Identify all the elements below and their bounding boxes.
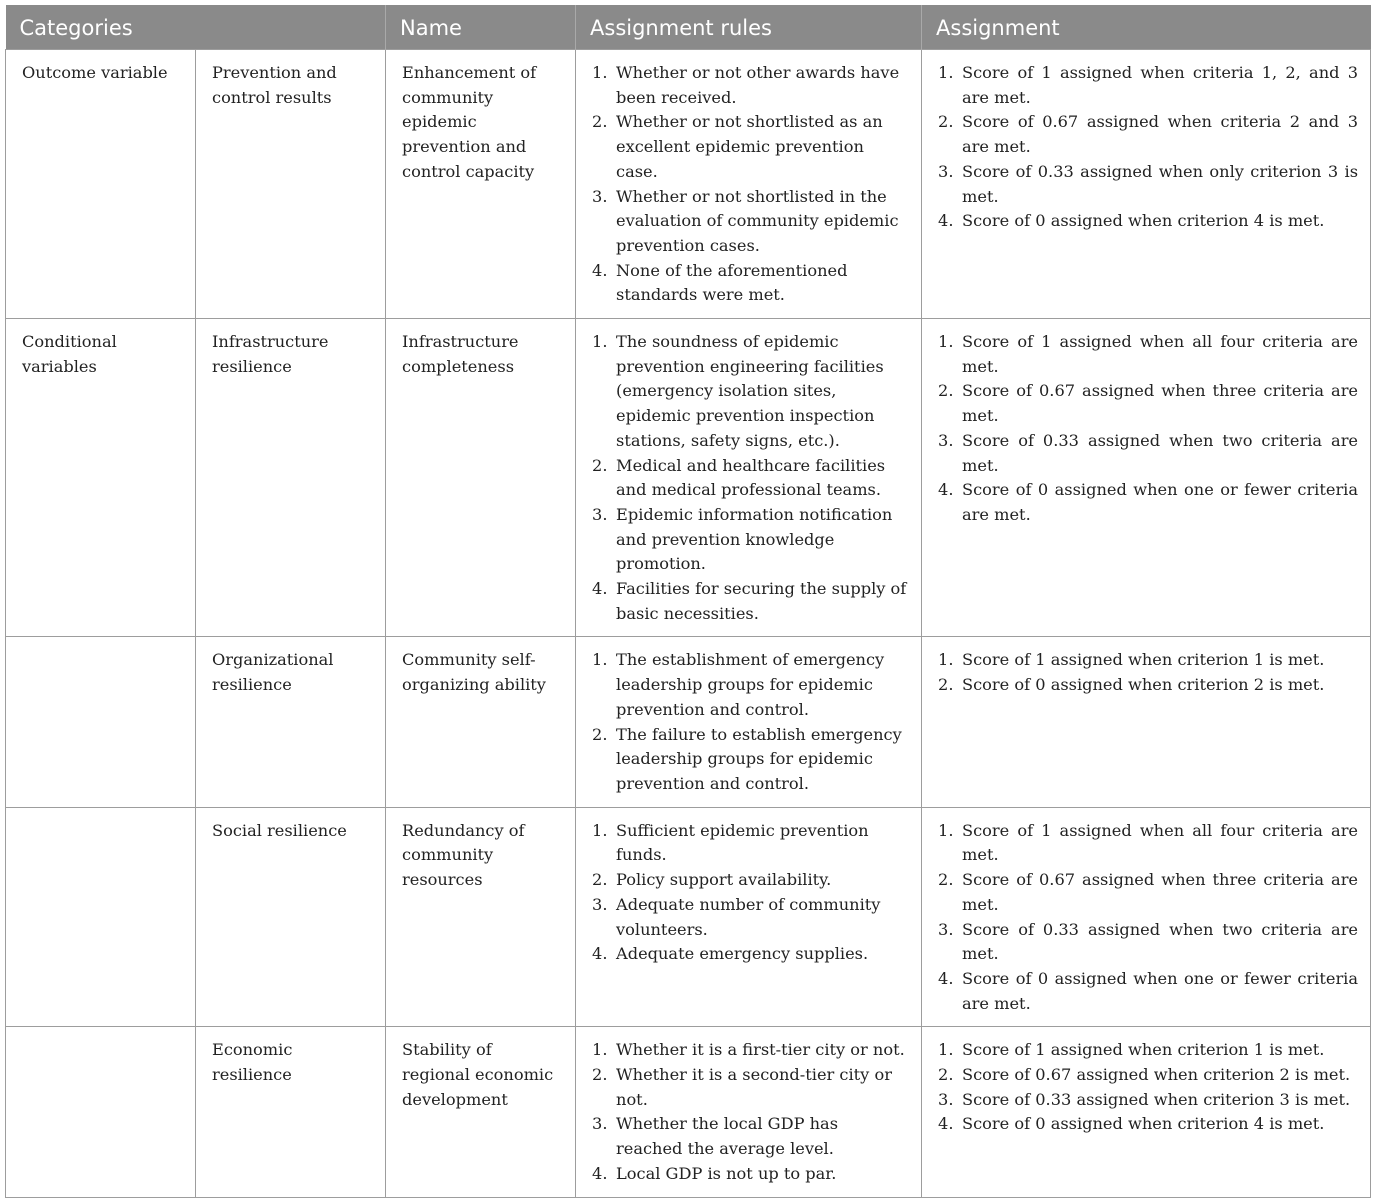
table-row	[6, 637, 1371, 807]
list-text: Score of 1 assigned when criterion 1 is met.	[962, 650, 1325, 670]
list-text: None of the aforementioned standards were met.	[616, 260, 848, 305]
list-text: Score of 1 assigned when criterion 1 is met.	[962, 1040, 1325, 1060]
table-row	[6, 807, 1371, 1027]
list-text: The soundness of epidemic prevention engineering facilities (emergency isolation sites, epidemic prevention inspection stations, safety signs, etc.).	[616, 332, 884, 450]
list-number: 3.	[592, 504, 608, 524]
name-cell: Infrastructure completeness	[386, 319, 576, 637]
table-row	[6, 319, 1371, 637]
name-cell: Community self-organizing ability	[386, 637, 576, 807]
list-item	[592, 330, 909, 454]
list-number: 4.	[592, 944, 608, 964]
variables-table	[5, 5, 1371, 1198]
list-item	[938, 1063, 1358, 1088]
list-item	[592, 185, 909, 259]
list-number: 2.	[592, 724, 608, 744]
list-number: 3.	[592, 1114, 608, 1134]
list-item	[592, 259, 909, 308]
list-number: 2.	[592, 112, 608, 132]
list-item	[592, 1162, 909, 1187]
list-item	[592, 893, 909, 942]
rules-list	[592, 330, 909, 626]
list-number: 2.	[592, 1065, 608, 1085]
list-number: 2.	[938, 381, 954, 401]
list-number: 4.	[938, 1114, 954, 1134]
list-text: Score of 0 assigned when criterion 4 is met.	[962, 211, 1325, 231]
header-assignment-rules: Assignment rules	[576, 5, 922, 50]
rules-cell	[576, 50, 922, 319]
list-item	[938, 1112, 1358, 1137]
list-text: Score of 0.33 assigned when only criterion 3 is met.	[962, 161, 1359, 206]
list-text: Score of 0 assigned when criterion 4 is met.	[962, 1114, 1325, 1134]
list-item	[592, 1038, 909, 1063]
list-text: Adequate emergency supplies.	[616, 944, 869, 964]
list-item	[592, 110, 909, 184]
list-text: Score of 1 assigned when all four criteria are met.	[962, 332, 1359, 376]
list-number: 1.	[592, 650, 608, 670]
list-item	[938, 379, 1358, 428]
table-body	[6, 50, 1371, 1198]
list-text: The failure to establish emergency leadership groups for epidemic prevention and control.	[616, 724, 902, 793]
assignment-cell	[922, 50, 1371, 319]
list-item	[938, 160, 1358, 209]
list-item	[592, 1063, 909, 1112]
list-number: 4.	[938, 968, 954, 988]
list-item	[592, 819, 909, 868]
rules-cell	[576, 1027, 922, 1197]
assignment-list	[938, 648, 1358, 697]
category-cell: Outcome variable	[6, 50, 196, 319]
list-text: The establishment of emergency leadership groups for epidemic prevention and control.	[616, 650, 885, 719]
list-item	[938, 110, 1358, 159]
assignment-list	[938, 1038, 1358, 1137]
list-item	[592, 454, 909, 503]
list-text: Score of 0.67 assigned when three criteria are met.	[962, 870, 1359, 914]
list-item	[592, 868, 909, 893]
category-cell	[6, 637, 196, 807]
assignment-list	[938, 330, 1358, 528]
list-item	[938, 648, 1358, 673]
list-text: Adequate number of community volunteers.	[616, 894, 881, 939]
list-item	[592, 577, 909, 626]
list-number: 1.	[938, 332, 954, 352]
list-number: 2.	[938, 112, 954, 132]
list-text: Score of 0.33 assigned when two criteria are met.	[962, 919, 1359, 964]
list-text: Score of 0 assigned when one or fewer criteria are met.	[962, 968, 1359, 1013]
list-text: Epidemic information notification and prevention knowledge promotion.	[616, 504, 893, 574]
list-text: Score of 0.33 assigned when criterion 3 is met.	[962, 1089, 1351, 1109]
list-number: 3.	[592, 894, 608, 914]
list-item	[592, 61, 909, 110]
rules-list	[592, 61, 909, 308]
list-number: 2.	[938, 870, 954, 890]
list-text: Whether or not shortlisted in the evaluation of community epidemic prevention cases.	[616, 186, 899, 255]
list-item	[938, 1088, 1358, 1113]
list-text: Score of 0 assigned when criterion 2 is met.	[962, 675, 1325, 695]
table-row	[6, 1027, 1371, 1197]
group-cell: Social resilience	[196, 807, 386, 1027]
list-text: Score of 0.67 assigned when criterion 2 is met.	[962, 1065, 1351, 1085]
list-text: Score of 0.67 assigned when criteria 2 and 3 are met.	[962, 112, 1359, 157]
list-text: Whether it is a second-tier city or not.	[616, 1065, 892, 1109]
list-item	[592, 1112, 909, 1161]
list-number: 2.	[592, 870, 608, 890]
list-number: 2.	[592, 455, 608, 475]
table-row	[6, 50, 1371, 319]
table-header-row	[6, 5, 1371, 50]
list-number: 1.	[938, 650, 954, 670]
list-item	[938, 330, 1358, 379]
assignment-cell	[922, 1027, 1371, 1197]
list-item	[938, 61, 1358, 110]
list-text: Score of 1 assigned when all four criteria are met.	[962, 820, 1359, 865]
list-number: 4.	[938, 211, 954, 231]
header-categories: Categories	[6, 5, 386, 50]
list-number: 4.	[592, 1163, 608, 1183]
name-cell: Enhancement of community epidemic prevention and control capacity	[386, 50, 576, 319]
list-text: Whether or not shortlisted as an excellent epidemic prevention case.	[616, 112, 883, 181]
list-item	[938, 429, 1358, 478]
list-number: 4.	[592, 260, 608, 280]
list-text: Score of 0.33 assigned when two criteria are met.	[962, 430, 1359, 475]
list-item	[592, 648, 909, 722]
list-item	[938, 478, 1358, 527]
list-number: 4.	[592, 579, 608, 599]
rules-list	[592, 648, 909, 796]
list-text: Sufficient epidemic prevention funds.	[616, 820, 869, 865]
list-number: 1.	[592, 63, 608, 82]
rules-cell	[576, 807, 922, 1027]
list-item	[592, 942, 909, 967]
list-number: 1.	[592, 820, 608, 840]
list-number: 2.	[938, 1065, 954, 1085]
list-text: Local GDP is not up to par.	[616, 1163, 837, 1183]
list-item	[938, 868, 1358, 917]
assignment-list	[938, 819, 1358, 1017]
group-cell: Infrastructure resilience	[196, 319, 386, 637]
assignment-cell	[922, 637, 1371, 807]
list-item	[592, 723, 909, 797]
list-number: 1.	[938, 820, 954, 840]
list-number: 1.	[592, 1040, 608, 1060]
list-number: 1.	[938, 1040, 954, 1060]
list-number: 3.	[938, 1089, 954, 1109]
header-name: Name	[386, 5, 576, 50]
name-cell: Redundancy of community resources	[386, 807, 576, 1027]
list-number: 3.	[938, 161, 954, 181]
list-text: Policy support availability.	[616, 870, 832, 890]
category-cell: Conditional variables	[6, 319, 196, 637]
assignment-list	[938, 61, 1358, 234]
list-item	[592, 503, 909, 577]
list-text: Facilities for securing the supply of basic necessities.	[616, 579, 907, 623]
list-text: Whether it is a first-tier city or not.	[616, 1040, 905, 1060]
list-number: 3.	[938, 919, 954, 939]
list-text: Medical and healthcare facilities and medical professional teams.	[616, 455, 886, 500]
list-text: Whether or not other awards have been received.	[616, 63, 900, 107]
list-number: 3.	[592, 186, 608, 206]
list-number: 4.	[938, 480, 954, 500]
group-cell: Prevention and control results	[196, 50, 386, 319]
name-cell: Stability of regional economic development	[386, 1027, 576, 1197]
list-item	[938, 918, 1358, 967]
category-cell	[6, 807, 196, 1027]
list-item	[938, 1038, 1358, 1063]
list-text: Score of 0.67 assigned when three criteria are met.	[962, 381, 1359, 426]
rules-list	[592, 1038, 909, 1186]
list-text: Score of 1 assigned when criteria 1, 2, and 3 are met.	[962, 63, 1359, 107]
table-container	[5, 5, 1370, 1198]
rules-list	[592, 819, 909, 967]
list-item	[938, 967, 1358, 1016]
group-cell: Organizational resilience	[196, 637, 386, 807]
list-text: Score of 0 assigned when one or fewer criteria are met.	[962, 480, 1359, 524]
list-number: 2.	[938, 675, 954, 695]
list-item	[938, 673, 1358, 698]
list-item	[938, 209, 1358, 234]
rules-cell	[576, 319, 922, 637]
list-text: Whether the local GDP has reached the average level.	[616, 1114, 839, 1159]
group-cell: Economic resilience	[196, 1027, 386, 1197]
header-assignment: Assignment	[922, 5, 1371, 50]
assignment-cell	[922, 319, 1371, 637]
list-number: 1.	[592, 332, 608, 352]
assignment-cell	[922, 807, 1371, 1027]
rules-cell	[576, 637, 922, 807]
list-number: 3.	[938, 430, 954, 450]
category-cell	[6, 1027, 196, 1197]
list-number: 1.	[938, 63, 954, 82]
list-item	[938, 819, 1358, 868]
